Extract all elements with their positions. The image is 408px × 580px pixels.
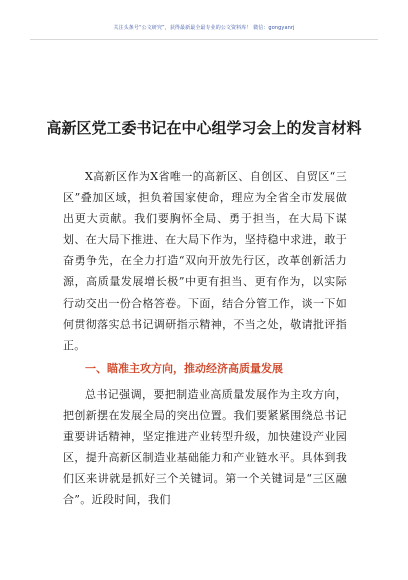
section-heading: 一、瞄准主攻方向，推动经济高质量发展 (85, 361, 283, 375)
body-paragraph: X高新区作为X省唯一的高新区、自创区、自贸区“三区”叠加区域，担负着国家使命，理应为全省全市发展做出更大贡献。我们要胸怀全局、勇于担当，在大局下谋划、在大局下推进、在大局下作为，坚持稳中求进，敢于奋勇争先，在全力打造“双向开放先行区，改革创新活力源，高质量发展增长极”中更有担当、更有作为，以实际行动交出一份合格答卷。下面，结合分管工作，谈一下如何贯彻落实总书记调研指示精神，不当之处，敬请批评指正。 (63, 170, 347, 352)
section-paragraph: 总书记强调，要把制造业高质量发展作为主攻方向，把创新摆在发展全局的突出位置。我们要紧紧围绕总书记重要讲话精神，坚定推进产业转型升级，加快建设产业园区，提升高新区制造业基础能力和产业链水平。具体到我们区来讲就是抓好三个关键词。第一个关键词是“三区融合”。近段时间，我们 (63, 387, 347, 507)
header-note: 关注头条号“公文研究”，获得最新最全最专业的公文资料库！ 微信：gongyanrj (113, 25, 295, 31)
document-body (63, 166, 347, 510)
document-title: 高新区党工委书记在中心组学习会上的发言材料 (46, 119, 362, 137)
header-divider (30, 39, 378, 40)
